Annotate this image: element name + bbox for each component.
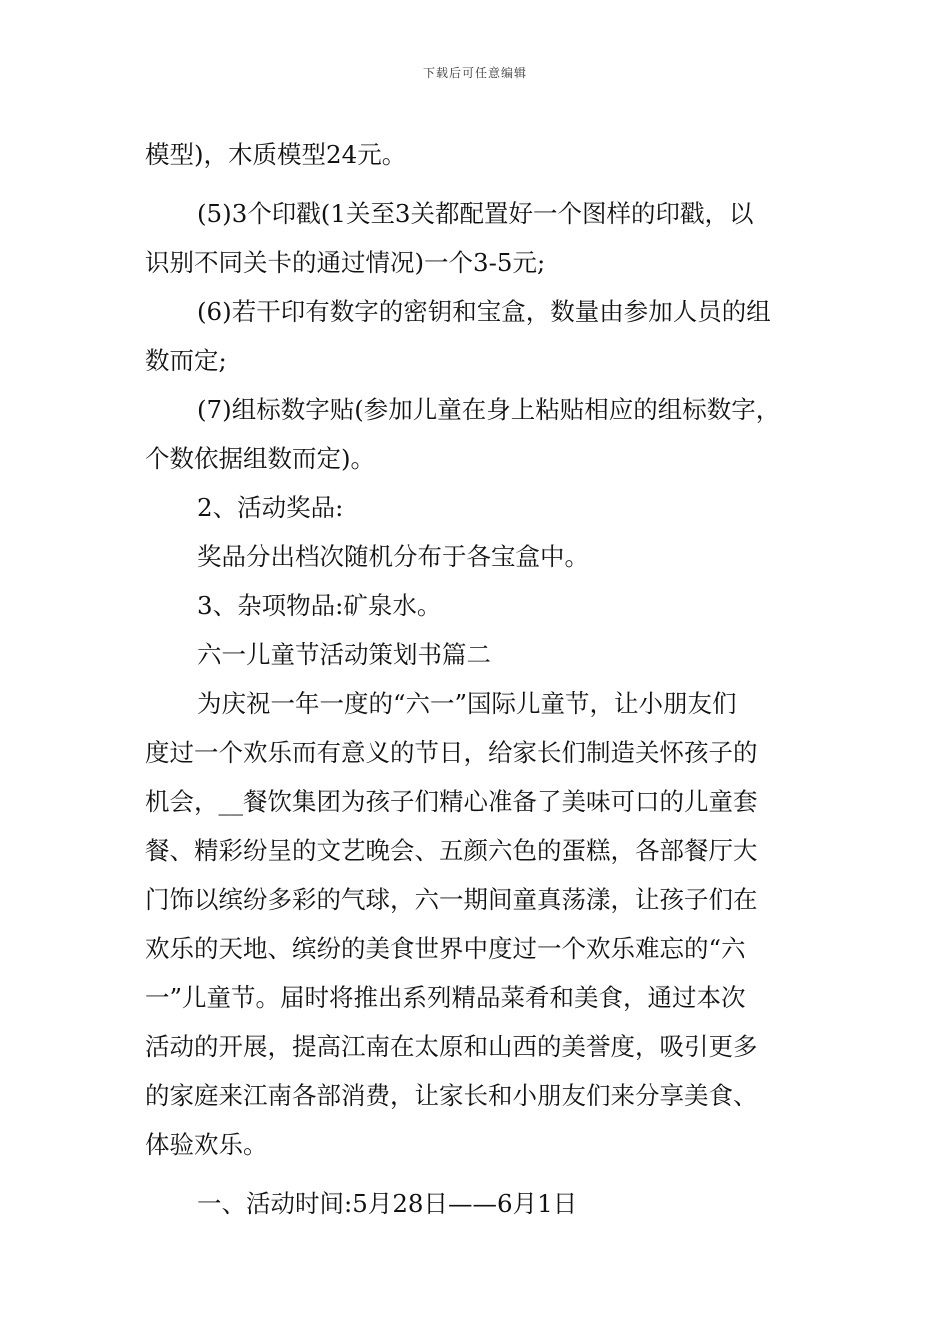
text-line: 识别不同关卡的通过情况)一个3-5元;: [145, 248, 546, 277]
text-line: 为庆祝一年一度的“六一”国际儿童节，让小朋友们: [197, 689, 737, 718]
section-heading: 六一儿童节活动策划书篇二: [197, 640, 491, 669]
text-line: 餐、精彩纷呈的文艺晚会、五颜六色的蛋糕，各部餐厅大: [145, 836, 758, 865]
text-line: 门饰以缤纷多彩的气球，六一期间童真荡漾，让孩子们在: [145, 885, 758, 914]
page-header: 下载后可任意编辑: [422, 66, 527, 80]
text-line: 一”儿童节。届时将推出系列精品菜肴和美食，通过本次: [145, 983, 746, 1012]
section-heading: 一、活动时间:5月28日——6月1日: [197, 1189, 578, 1218]
text-line: 机会，__餐饮集团为孩子们精心准备了美味可口的儿童套: [145, 787, 758, 816]
text-line: 数而定;: [145, 346, 227, 375]
text-line: 2、活动奖品:: [197, 493, 344, 522]
text-line: 个数依据组数而定)。: [145, 444, 376, 473]
text-line: 模型)，木质模型24元。: [145, 140, 407, 169]
document-body: [145, 130, 810, 1228]
text-line: 欢乐的天地、缤纷的美食世界中度过一个欢乐难忘的“六: [145, 934, 746, 963]
text-line: (5)3个印戳(1关至3关都配置好一个图样的印戳，以: [197, 199, 754, 228]
text-line: 的家庭来江南各部消费，让家长和小朋友们来分享美食、: [145, 1081, 758, 1110]
text-line: (7)组标数字贴(参加儿童在身上粘贴相应的组标数字，: [197, 395, 781, 424]
text-line: 体验欢乐。: [145, 1130, 268, 1159]
text-line: 活动的开展，提高江南在太原和山西的美誉度，吸引更多: [145, 1032, 758, 1061]
text-line: 3、杂项物品:矿泉水。: [197, 591, 442, 620]
text-line: 度过一个欢乐而有意义的节日，给家长们制造关怀孩子的: [145, 738, 758, 767]
text-line: (6)若干印有数字的密钥和宝盒，数量由参加人员的组: [197, 297, 771, 326]
text-line: 奖品分出档次随机分布于各宝盒中。: [197, 542, 589, 571]
